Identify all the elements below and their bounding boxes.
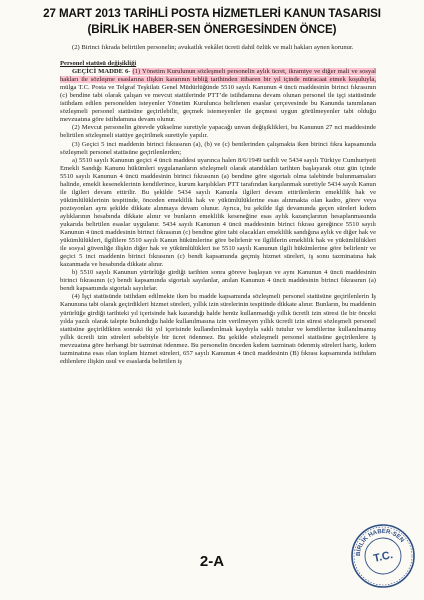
article-paragraph-1-rest: mülga T.C. Posta ve Telgraf Teşkilatı Genel Müdürlüğünde 5510 sayılı Kanunun 4 üncü maddesinin birinci fıkrasının (c) bendine tabi olarak çalışan ve mevcut statülerinde PTT’de istihdamına devam olunan personel ile işçi statüsünde istihdam edilen personelden isteyenler Yönetim Kurulunca belirlenen esaslar çerçevesinde bu Kanunda tanımlanan sözleşmeli personel statüsüne geçirilebilir, geçmek istemeyenler ile geçmesi uygun görülmeyenler tabi olduğu mevzuatına göre istihdamına devam olunur. <box>60 84 376 124</box>
article-paragraph-1 <box>60 68 376 124</box>
paragraph-4: (4) İşçi statüsünde istihdam edilmekte iken bu madde kapsamında sözleşmeli personel statüsüne geçirilenlerin İş Kanununa tabi olarak geçirdikleri hizmet süreleri, yıllık izin sürelerinin tespitinde dikkate alınır. Bunların, bu maddenin yürürlüğe girdiği tarihteki yıl içerisinde hak kazandığı halde henüz kullanmadığı yıllık ücretli izin süresi ile bir önceki yılda yazılı olarak talepte bulunduğu halde kullanılmasına izin verilmeyen yıllık ücretli izin süresi sözleşmeli personel statüsüne geçirildikten sonraki iki yıl içerisinde kullandırılmak kaydıyla saklı tutulur ve kendilerine kullanılmamış yıllık ücretli izin süreleri sebebiyle bir ücret ödenmez. Bu şekilde sözleşmeli personel statüsüne geçirilenlere iş mevzuatına göre herhangi bir tazminat ödenmez. Bu personelin önceden kıdem tazminatı ödenmiş süreleri hariç, kıdem tazminatına esas olan toplam hizmet süreleri, 657 sayılı Kanunun 4 üncü maddesinin (B) fıkrası kapsamında istihdam edilenlere ilişkin usul ve esaslarda belirtilen iş <box>60 293 376 365</box>
article-label: GEÇİCİ MADDE 6- <box>72 68 131 76</box>
paragraph-3: (3) Geçici 5 inci maddenin birinci fıkrasının (a), (b) ve (c) bentlerinden çalışmakta iken birinci fıkra kapsamında sözleşmeli personel statüsüne geçirilenlerden; <box>60 140 376 156</box>
svg-text:BİRLİK HABER-SEN: BİRLİK HABER-SEN <box>355 528 405 557</box>
header-subtitle: (BİRLİK HABER-SEN ÖNERGESİNDEN ÖNCE) <box>87 23 337 36</box>
document-body <box>60 44 376 366</box>
paragraph-3b: b) 5510 sayılı Kanunun yürürlüğe girdiği tarihten sonra göreve başlayan ve aynı Kanunun 4 üncü maddesinin birinci fıkrasının (c) bendi kapsamında sigortalı sayılanlar, anılan Kanunun 4 üncü maddesinin birinci fıkrasının (a) bendi kapsamında sigortalı sayılırlar. <box>60 269 376 293</box>
header-title: 27 MART 2013 TARİHLİ POSTA HİZMETLERİ KANUN TASARISI <box>43 7 381 20</box>
intro-paragraph: (2) Birinci fıkrada belirtilen personelin; avukatlık vekâlet ücreti dahil özlük ve mali hakları aynen korunur. <box>72 44 354 51</box>
section-title: Personel statüsü değişikliği <box>60 60 137 68</box>
paragraph-3a: a) 5510 sayılı Kanunun geçici 4 üncü maddesi uyarınca halen 8/6/1949 tarihli ve 5434 sayılı Türkiye Cumhuriyeti Emekli Sandığı Kanunu hükümleri uygulananların sözleşmeli olarak atandıkları tarihten başlayarak otuz gün içinde 5510 sayılı Kanunun 4 üncü maddesinin birinci fıkrasının (a) bendine göre sigortalı olma talebinde bulunmamaları halinde, emekli keseneklerinin kendilerince, kurum karşılıkları PTT tarafından karşılanmak suretiyle 5434 sayılı Kanun ile ilgileri devam ettirilir. Bu şekilde 5434 sayılı Kanunla ilgileri devam ettirilenlerin emeklilik hak ve yükümlülüklerinin tespitinde, önceden emeklilik hak ve yükümlülüklerine esas alınmakta olan kadro, görev veya pozisyonları aynı şekilde dikkate alınmaya devam olunur. Ayrıca, bu şekilde ilgi devamında geçen süreleri kıdem aylıklarının hesabında dikkate alınır ve bunların emeklilik keseneğine esas aylık kazançlarının hesaplanmasında yukarıda belirtilen esaslar uygulanır. 5434 sayılı Kanunun 4 üncü maddesinin birinci fıkrası gereğince 5510 sayılı Kanunun 4 üncü maddesinin birinci fıkrasının (c) bendine göre tabi olacakları emeklilik sandığına aylık ve diğer hak ve yükümlülükleri, ilgililere 5510 sayılı Kanun hükümlerine göre belirlenir ve ilgililerin emeklilik hak ve yükümlülükleri ile sosyal güvenliğe ilişkin diğer hak ve yükümlülükleri ise 5510 sayılı Kanunun ilgili hükümlerine göre belirlenir ve geçici 5 inci maddenin birinci fıkrasının (c) bendi kapsamında geçmiş hizmet süreleri, iş sonu tazminatına hak kazanmada ve hesabında dikkate alınır. <box>60 156 376 269</box>
svg-text:T.C.: T.C. <box>372 549 395 565</box>
seal-stamp-icon <box>350 523 416 589</box>
page-number: 2-A <box>199 553 225 570</box>
paragraph-2: (2) Mevcut personelin görevde yükselme suretiyle yapacağı unvan değişiklikleri, bu Kanunun 27 nci maddesinde belirtilen sözleşmeli statüye geçirilmek suretiyle yapılır. <box>60 124 376 140</box>
highlighted-text: (1) Yönetim Kurulunun sözleşmeli personelin aylık ücret, ikramiye ve diğer mali ve sosyal hakları ile sözleşme esaslarına ilişkin kararının tebliğ tarihinden itibaren bir yıl içinde müracaat etmek koşuluyla, <box>60 68 376 84</box>
